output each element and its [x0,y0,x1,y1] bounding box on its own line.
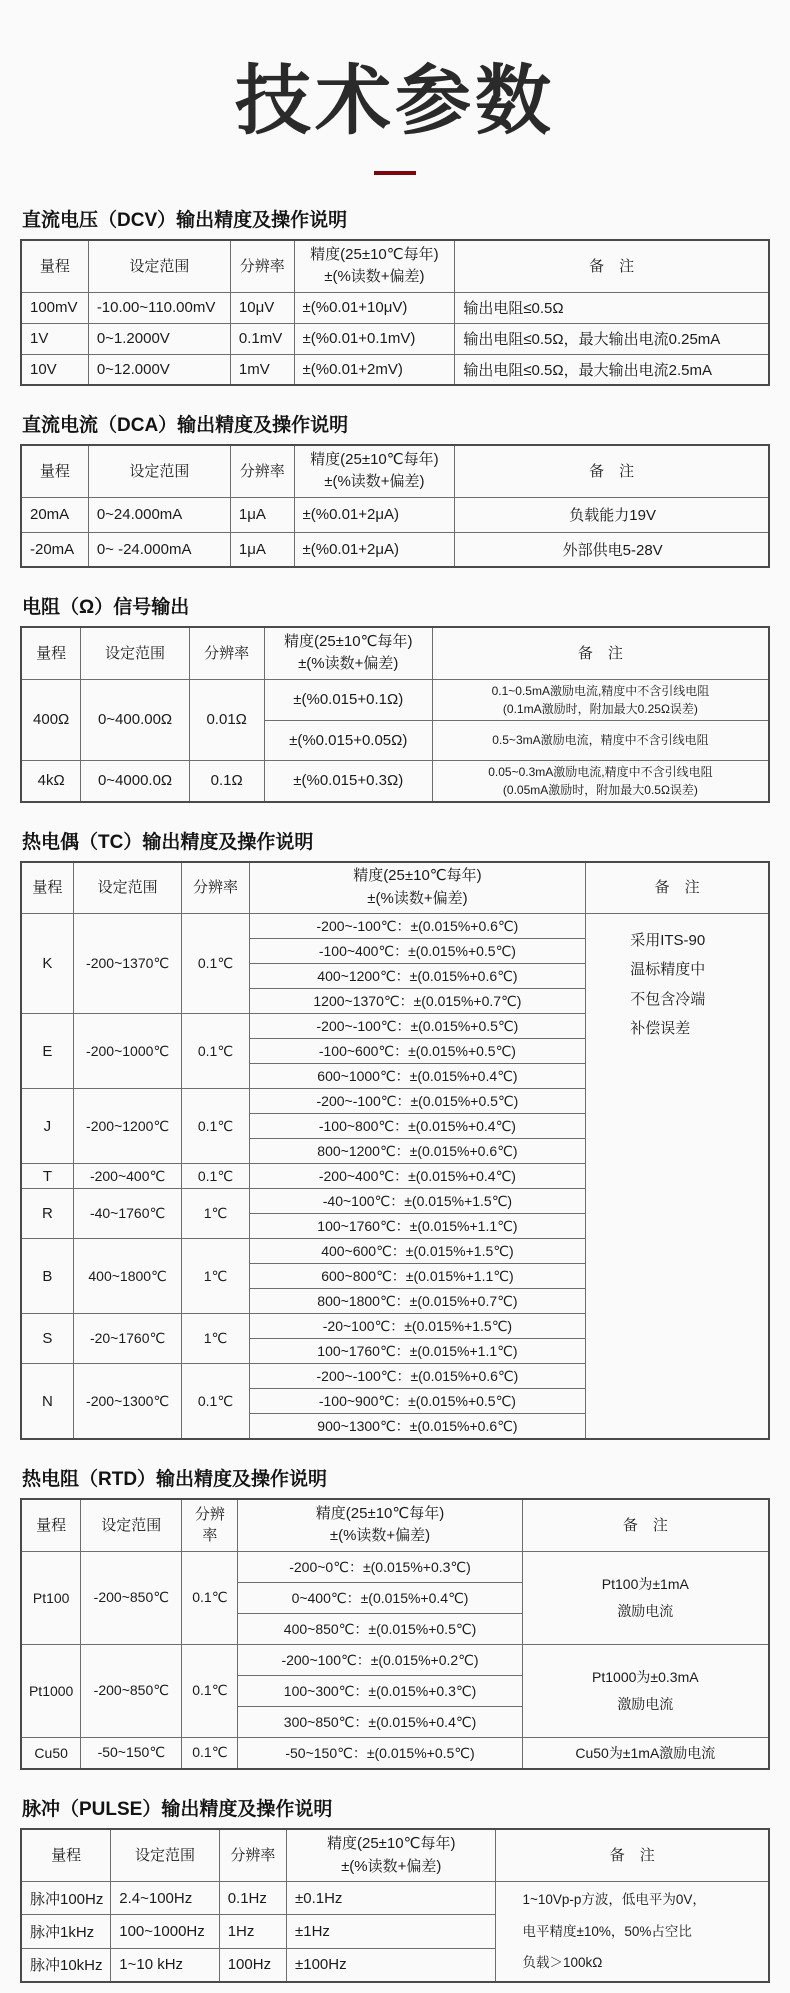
set-range-header: 设定范围 [81,627,189,679]
section-heading-rtd: 热电阻（RTD）输出精度及操作说明 [22,1469,328,1491]
accuracy-header-line1: 精度(25±10℃每年) [284,632,413,650]
set-range-cell: 0~4000.0Ω [81,760,189,802]
accuracy-cell: -20~100℃：±(0.015%+1.5℃) [249,1314,586,1339]
remark-line: 0.05~0.3mA激励电流,精度中不含引线电阻 [488,764,713,779]
accuracy-cell: ±(%0.01+0.1mV) [294,323,455,354]
resolution-header: 分辨率 [219,1829,286,1881]
table-row [21,292,769,323]
accuracy-cell: ±(%0.015+0.1Ω) [264,679,432,720]
range-cell: -20mA [21,532,88,567]
range-cell: 脉冲100Hz [21,1881,111,1915]
accuracy-cell: 400~600℃：±(0.015%+1.5℃) [249,1239,586,1264]
resolution-header: 分辨率 [182,1499,238,1551]
tc-table [20,861,770,1441]
accuracy-cell: ±(%0.01+2μA) [294,497,455,532]
resolution-cell: 1mV [230,354,294,385]
section-heading-resistance: 电阻（Ω）信号输出 [22,597,190,619]
remark-cell [432,679,769,720]
accuracy-cell: -100~600℃：±(0.015%+0.5℃) [249,1039,586,1064]
set-range-cell: 0~ -24.000mA [88,532,230,567]
accuracy-cell: 400~1200℃：±(0.015%+0.6℃) [249,964,586,989]
accuracy-header [249,862,586,914]
remark-line: (0.05mA激励时，附加最大0.5Ω误差) [502,782,698,797]
title-underline-accent [374,171,416,175]
range-cell: 脉冲10kHz [21,1948,111,1982]
resolution-cell: 0.1℃ [182,1644,238,1737]
remark-cell [455,354,769,385]
accuracy-header-line2: ±(%读数+偏差) [367,889,468,907]
section-tc [20,827,770,1441]
range-cell: Pt100 [21,1551,81,1644]
accuracy-header-line2: ±(%读数+偏差) [329,1527,431,1545]
range-cell: 400Ω [21,679,81,760]
table-row [21,1881,769,1915]
range-header: 量程 [21,1499,81,1551]
set-range-cell: -200~1200℃ [73,1089,181,1164]
range-cell: E [21,1014,73,1089]
resolution-cell: 0.1℃ [182,1164,249,1189]
accuracy-cell: 800~1800℃：±(0.015%+0.7℃) [249,1289,586,1314]
table-row [21,1737,769,1769]
range-cell: S [21,1314,73,1364]
remark-header: 备 注 [455,240,769,292]
range-cell: 1V [21,323,88,354]
range-header: 量程 [21,240,88,292]
section-heading-pulse: 脉冲（PULSE）输出精度及操作说明 [22,1799,333,1821]
table-header-row [21,1499,769,1551]
set-range-cell: 0~400.00Ω [81,679,189,760]
set-range-cell: -50~150℃ [81,1737,182,1769]
set-range-cell: -200~850℃ [81,1551,182,1644]
range-cell: 100mV [21,292,88,323]
remark-line: 外部供电5-28V [562,541,663,559]
remark-header: 备 注 [496,1829,769,1881]
resolution-cell: 0.01Ω [189,679,264,760]
accuracy-header [287,1829,496,1881]
set-range-cell: 0~24.000mA [88,497,230,532]
table-row [21,914,769,939]
remark-cell [496,1881,769,1982]
page-title: 技术参数 [235,59,555,144]
accuracy-cell: -200~-100℃：±(0.015%+0.5℃) [249,1014,586,1039]
accuracy-header [238,1499,522,1551]
remark-line: 采用ITS-90 [630,932,706,950]
set-range-cell: -10.00~110.00mV [88,292,230,323]
accuracy-cell: -200~0℃：±(0.015%+0.3℃) [238,1551,522,1582]
section-rtd [20,1464,770,1770]
remark-line: 负载＞100kΩ [522,1955,603,1971]
accuracy-cell: 0~400℃：±(0.015%+0.4℃) [238,1582,522,1613]
accuracy-cell: 900~1300℃：±(0.015%+0.6℃) [249,1414,586,1440]
range-cell: 20mA [21,497,88,532]
accuracy-cell: -40~100℃：±(0.015%+1.5℃) [249,1189,586,1214]
set-range-cell: -200~1300℃ [73,1364,181,1440]
accuracy-cell: -200~-100℃：±(0.015%+0.6℃) [249,914,586,939]
range-header: 量程 [21,445,88,497]
accuracy-cell: ±100Hz [287,1948,496,1982]
remark-cell [522,1644,769,1737]
table-header-row [21,1829,769,1881]
table-row [21,323,769,354]
accuracy-cell: 600~1000℃：±(0.015%+0.4℃) [249,1064,586,1089]
resolution-cell: 0.1℃ [182,1551,238,1644]
remark-header: 备 注 [455,445,769,497]
accuracy-header-line1: 精度(25±10℃每年) [310,245,439,263]
range-header: 量程 [21,1829,111,1881]
accuracy-cell: ±1Hz [287,1915,496,1949]
remark-line: 输出电阻≤0.5Ω，最大输出电流2.5mA [463,361,712,379]
set-range-header: 设定范围 [111,1829,219,1881]
resolution-cell: 0.1℃ [182,914,249,1014]
remark-cell [522,1551,769,1644]
accuracy-cell: 300~850℃：±(0.015%+0.4℃) [238,1706,522,1737]
section-resistance [20,592,770,803]
resolution-header: 分辨率 [230,240,294,292]
remark-line: 1~10Vp-p方波，低电平为0V， [522,1891,706,1907]
resolution-header: 分辨率 [182,862,249,914]
resolution-header: 分辨率 [230,445,294,497]
accuracy-header-line2: ±(%读数+偏差) [324,473,425,491]
resolution-cell: 0.1mV [230,323,294,354]
remark-line: 不包含冷端 [630,990,706,1008]
remark-header: 备 注 [522,1499,769,1551]
table-header-row [21,627,769,679]
set-range-cell: 400~1800℃ [73,1239,181,1314]
accuracy-cell: 800~1200℃：±(0.015%+0.6℃) [249,1139,586,1164]
range-cell: N [21,1364,73,1440]
remark-cell [455,323,769,354]
remark-line: (0.1mA激励时，附加最大0.25Ω误差) [502,701,698,716]
remark-cell [455,532,769,567]
resolution-cell: 1μA [230,497,294,532]
accuracy-cell: -100~900℃：±(0.015%+0.5℃) [249,1389,586,1414]
table-row [21,497,769,532]
table-row [21,354,769,385]
remark-line: Pt1000为±0.3mA [592,1669,699,1686]
range-cell: 脉冲1kHz [21,1915,111,1949]
accuracy-cell: -200~400℃：±(0.015%+0.4℃) [249,1164,586,1189]
range-cell: K [21,914,73,1014]
remark-cell [455,292,769,323]
table-header-row [21,445,769,497]
resolution-cell: 10μV [230,292,294,323]
range-cell: B [21,1239,73,1314]
rtd-table [20,1498,770,1770]
accuracy-header-line1: 精度(25±10℃每年) [310,450,439,468]
table-row [21,1644,769,1675]
section-pulse [20,1794,770,1983]
resolution-cell: 0.1Ω [189,760,264,802]
set-range-cell: 2.4~100Hz [111,1881,219,1915]
pulse-table [20,1828,770,1983]
dca-table [20,444,770,568]
set-range-cell: -200~1000℃ [73,1014,181,1089]
remark-line: 激励电流 [617,1602,674,1619]
remark-line: 温标精度中 [630,961,706,979]
sections-container [20,205,770,1983]
range-cell: T [21,1164,73,1189]
range-cell: Pt1000 [21,1644,81,1737]
accuracy-header-line2: ±(%读数+偏差) [341,1857,442,1875]
set-range-cell: -200~1370℃ [73,914,181,1014]
resolution-cell: 1μA [230,532,294,567]
resolution-cell: 100Hz [219,1948,286,1982]
resolution-cell: 0.1Hz [219,1881,286,1915]
accuracy-cell: ±(%0.015+0.05Ω) [264,720,432,760]
range-cell: J [21,1089,73,1164]
table-header-row [21,240,769,292]
range-cell: Cu50 [21,1737,81,1769]
remark-line: 0.1~0.5mA激励电流,精度中不含引线电阻 [491,683,710,698]
accuracy-header-line2: ±(%读数+偏差) [298,655,399,673]
set-range-cell: 0~1.2000V [88,323,230,354]
remark-line: 0.5~3mA激励电流，精度中不含引线电阻 [492,733,709,748]
range-cell: R [21,1189,73,1239]
resolution-cell: 1Hz [219,1915,286,1949]
accuracy-cell: 400~850℃：±(0.015%+0.5℃) [238,1613,522,1644]
accuracy-header [294,445,455,497]
set-range-cell: -200~850℃ [81,1644,182,1737]
accuracy-cell: 600~800℃：±(0.015%+1.1℃) [249,1264,586,1289]
section-dcv [20,205,770,386]
section-heading-tc: 热电偶（TC）输出精度及操作说明 [22,831,314,853]
remark-cell [455,497,769,532]
dcv-table [20,239,770,386]
remark-cell [432,760,769,802]
accuracy-cell: ±0.1Hz [287,1881,496,1915]
remark-line: 输出电阻≤0.5Ω，最大输出电流0.25mA [463,331,721,349]
remark-header: 备 注 [432,627,769,679]
resolution-cell: 0.1℃ [182,1364,249,1440]
accuracy-cell: 100~1760℃：±(0.015%+1.1℃) [249,1214,586,1239]
accuracy-cell: 100~1760℃：±(0.015%+1.1℃) [249,1339,586,1364]
remark-line: 电平精度±10%，50%占空比 [522,1923,692,1939]
range-header: 量程 [21,627,81,679]
resolution-cell: 0.1℃ [182,1089,249,1164]
set-range-cell: -40~1760℃ [73,1189,181,1239]
accuracy-cell: ±(%0.01+10μV) [294,292,455,323]
accuracy-cell: -100~400℃：±(0.015%+0.5℃) [249,939,586,964]
accuracy-header-line1: 精度(25±10℃每年) [353,867,482,885]
set-range-cell: 0~12.000V [88,354,230,385]
table-row [21,760,769,802]
set-range-cell: -200~400℃ [73,1164,181,1189]
table-row [21,1551,769,1582]
resolution-cell: 1℃ [182,1189,249,1239]
range-cell: 4kΩ [21,760,81,802]
accuracy-header-line2: ±(%读数+偏差) [324,268,425,286]
accuracy-cell: -200~-100℃：±(0.015%+0.5℃) [249,1089,586,1114]
table-row [21,532,769,567]
remark-line: Cu50为±1mA激励电流 [575,1744,716,1761]
set-range-header: 设定范围 [81,1499,182,1551]
section-heading-dcv: 直流电压（DCV）输出精度及操作说明 [22,210,348,232]
set-range-header: 设定范围 [88,240,230,292]
resistance-table [20,626,770,803]
accuracy-header-line1: 精度(25±10℃每年) [327,1835,456,1853]
resolution-cell: 1℃ [182,1314,249,1364]
accuracy-cell: 1200~1370℃：±(0.015%+0.7℃) [249,989,586,1014]
remark-cell [586,914,769,1440]
section-dca [20,410,770,568]
resolution-cell: 1℃ [182,1239,249,1314]
set-range-header: 设定范围 [73,862,181,914]
accuracy-cell: -200~100℃：±(0.015%+0.2℃) [238,1644,522,1675]
accuracy-cell: ±(%0.015+0.3Ω) [264,760,432,802]
accuracy-header [294,240,455,292]
remark-line: 负载能力19V [569,507,656,525]
accuracy-cell: ±(%0.01+2mV) [294,354,455,385]
remark-line: Pt100为±1mA [601,1576,689,1593]
remark-line: 激励电流 [617,1695,674,1712]
accuracy-cell: ±(%0.01+2μA) [294,532,455,567]
set-range-header: 设定范围 [88,445,230,497]
accuracy-cell: 100~300℃：±(0.015%+0.3℃) [238,1675,522,1706]
remark-cell [432,720,769,760]
set-range-cell: 1~10 kHz [111,1948,219,1982]
accuracy-cell: -200~-100℃：±(0.015%+0.6℃) [249,1364,586,1389]
section-heading-dca: 直流电流（DCA）输出精度及操作说明 [22,415,349,437]
remark-header: 备 注 [586,862,769,914]
remark-line: 输出电阻≤0.5Ω [463,300,564,318]
table-row [21,679,769,720]
set-range-cell: -20~1760℃ [73,1314,181,1364]
accuracy-cell: -100~800℃：±(0.015%+0.4℃) [249,1114,586,1139]
range-header: 量程 [21,862,73,914]
remark-line: 补偿误差 [630,1019,691,1037]
table-header-row [21,862,769,914]
remark-cell [522,1737,769,1769]
accuracy-cell: -50~150℃：±(0.015%+0.5℃) [238,1737,522,1769]
range-cell: 10V [21,354,88,385]
accuracy-header [264,627,432,679]
resolution-header: 分辨率 [189,627,264,679]
resolution-cell: 0.1℃ [182,1014,249,1089]
set-range-cell: 100~1000Hz [111,1915,219,1949]
resolution-cell: 0.1℃ [182,1737,238,1769]
accuracy-header-line1: 精度(25±10℃每年) [315,1504,445,1522]
